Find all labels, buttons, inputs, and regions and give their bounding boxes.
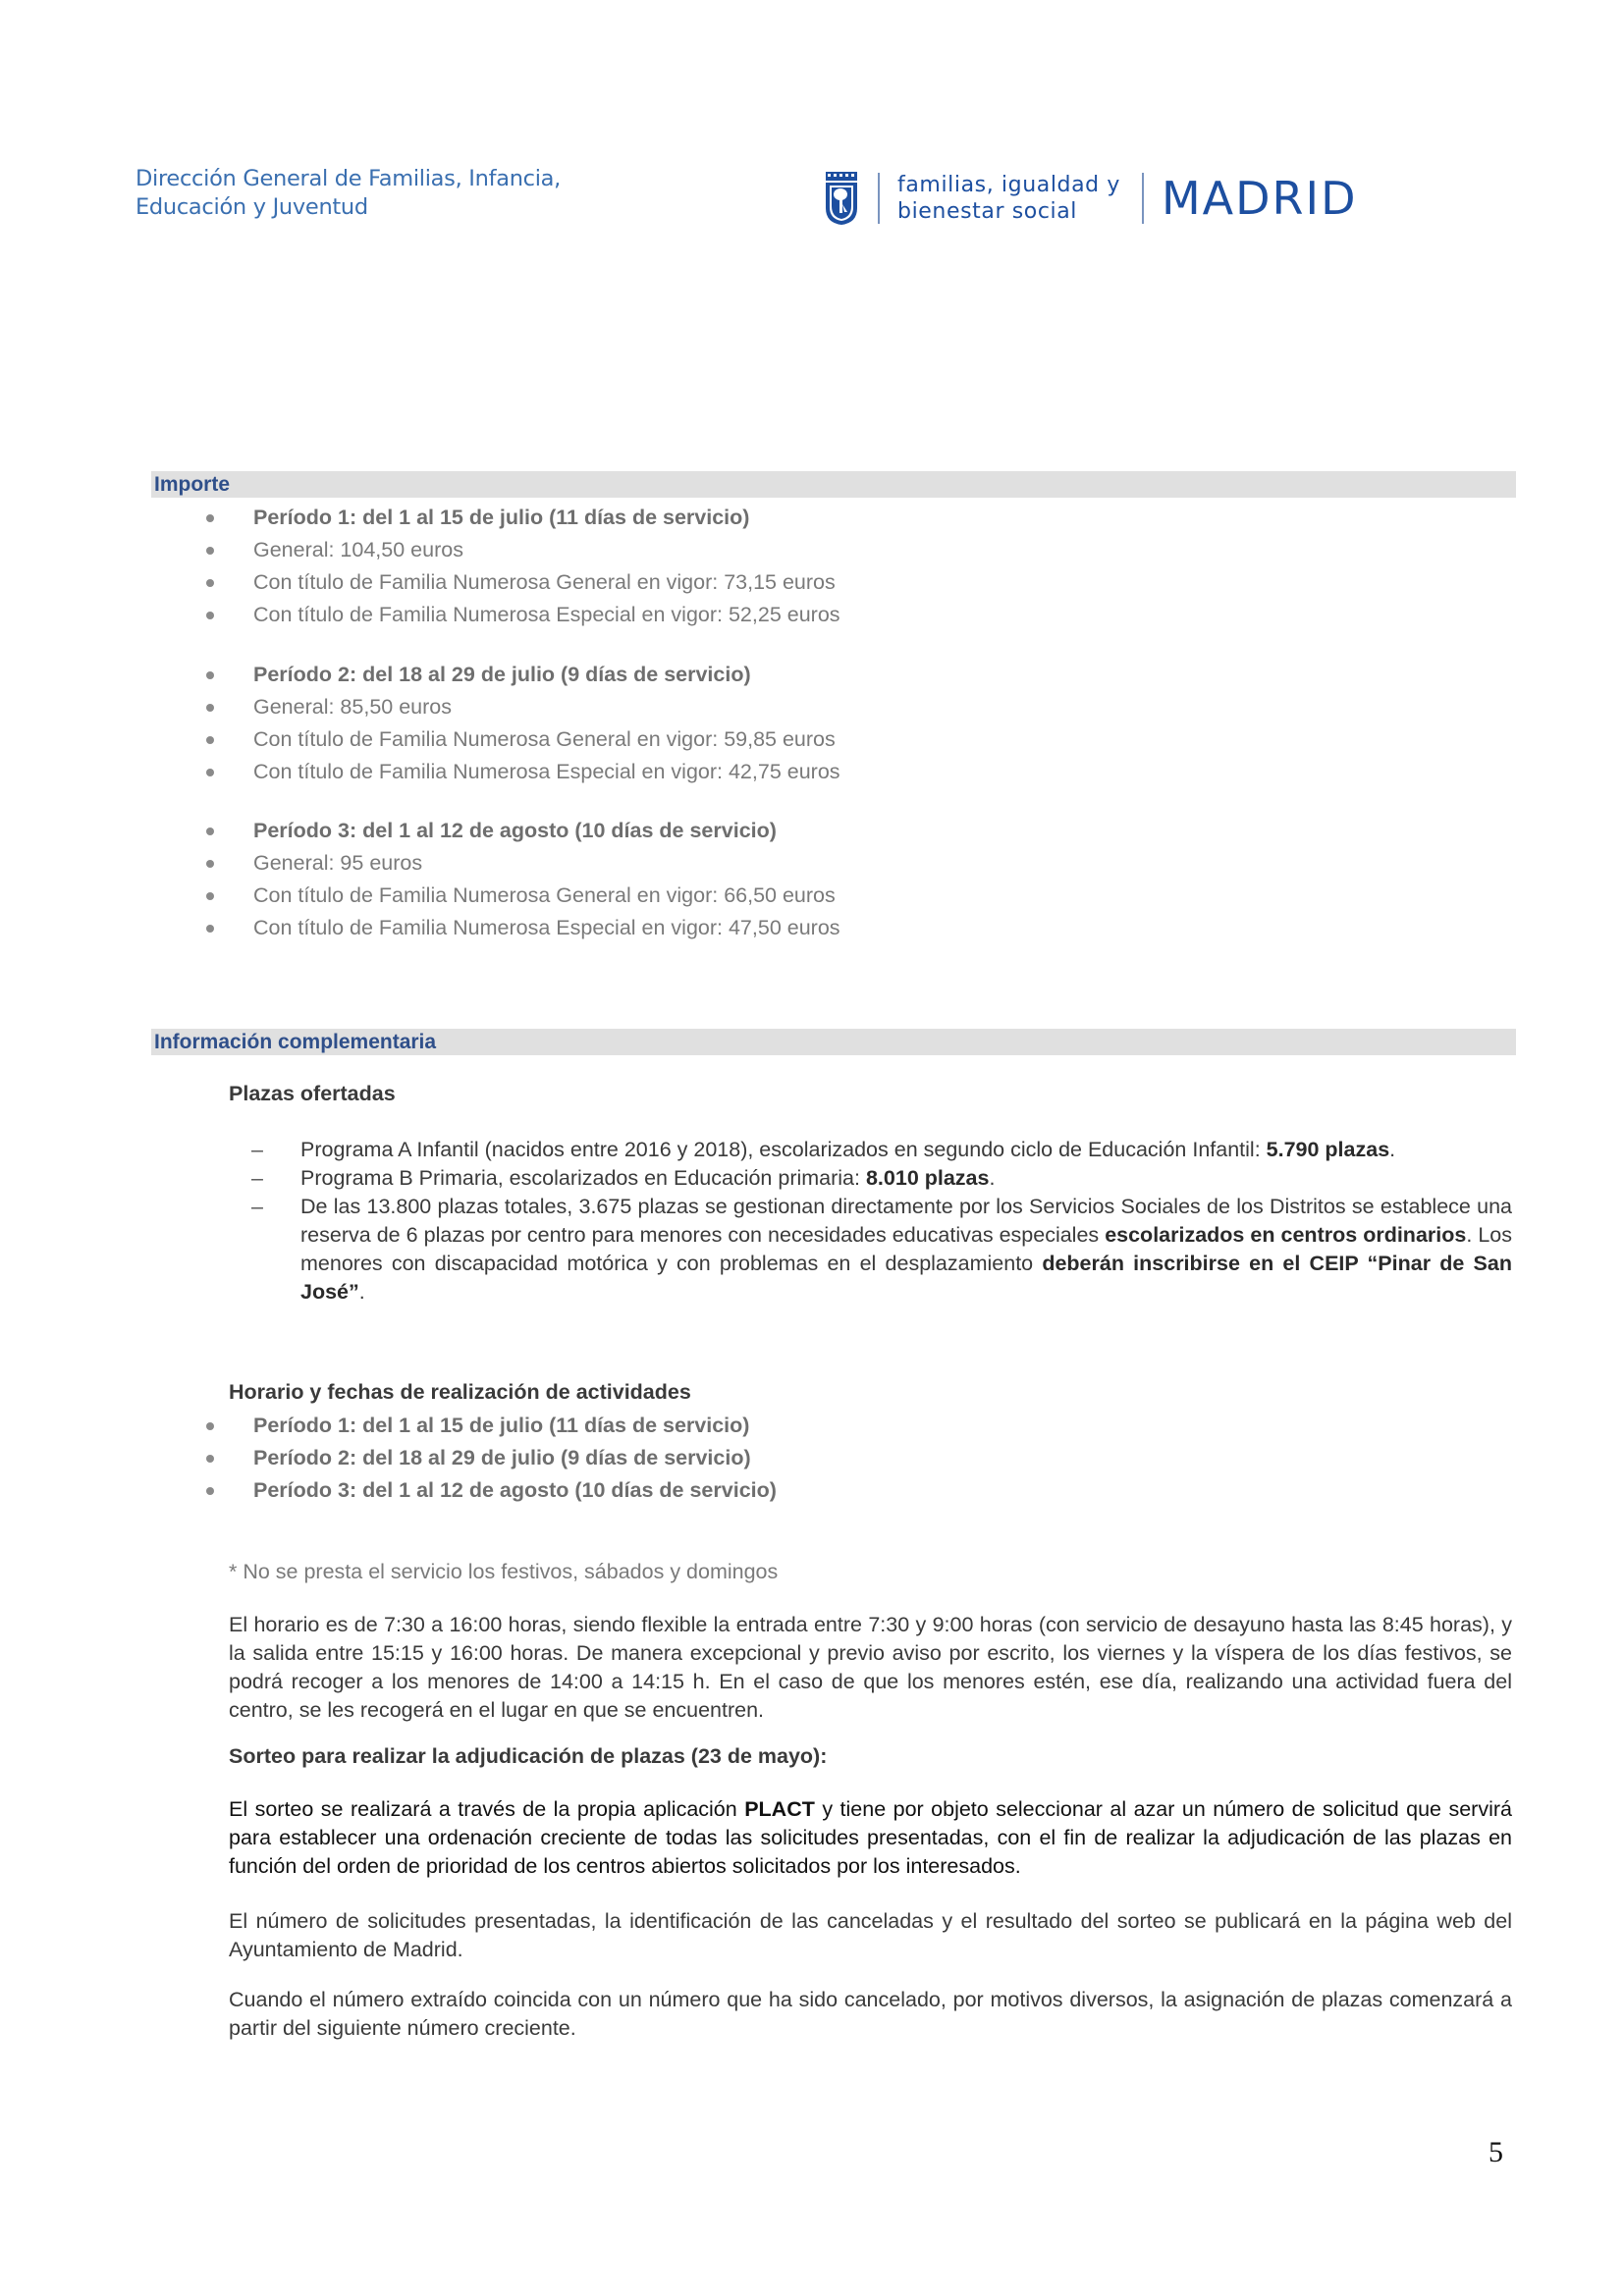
horario-paragraph: El horario es de 7:30 a 16:00 horas, siendo flexible la entrada entre 7:30 y 9:00 horas (con servicio de desayuno hasta las 8:45 horas), y la salida entre 15:15 y 16:00 horas. De manera excepcional y previo aviso por escrito, los viernes y la víspera de los días festivos, se podrá recoger a los menores de 14:00 a 14:15 h. En el caso de que los menores estén, ese día, realizando una actividad fuera del centro, se les recogerá en el lugar en que se encuentren. bbox=[229, 1613, 1512, 1722]
importe-period-2 bbox=[202, 659, 1282, 788]
divider bbox=[878, 173, 880, 224]
list-item: General: 95 euros bbox=[202, 847, 1282, 880]
madrid-logo bbox=[823, 167, 1358, 230]
section-header-importe bbox=[151, 471, 1516, 498]
importe-period-3 bbox=[202, 815, 1282, 944]
page-number: 5 bbox=[1489, 2136, 1503, 2168]
horario-title: Horario y fechas de realización de actividades bbox=[229, 1380, 691, 1404]
area-line-1: familias, igualdad y bbox=[897, 173, 1120, 197]
period-title: Período 1: del 1 al 15 de julio (11 días de servicio) bbox=[202, 502, 1282, 534]
section-title: Información complementaria bbox=[154, 1031, 437, 1053]
sorteo-paragraph-3: Cuando el número extraído coincida con un número que ha sido cancelado, por motivos diversos, la asignación de plazas comenzará a partir del siguiente número creciente. bbox=[229, 1988, 1512, 2040]
madrid-coat-of-arms-icon bbox=[823, 171, 860, 226]
plazas-list bbox=[251, 1136, 1512, 1307]
list-item: Período 3: del 1 al 12 de agosto (10 días de servicio) bbox=[202, 1474, 1282, 1507]
divider bbox=[1142, 173, 1144, 224]
list-item: General: 104,50 euros bbox=[202, 534, 1282, 566]
period-title: Período 3: del 1 al 12 de agosto (10 días de servicio) bbox=[202, 815, 1282, 847]
department-line-1: Dirección General de Familias, Infancia, bbox=[135, 166, 562, 191]
list-item: – De las 13.800 plazas totales, 3.675 plazas se gestionan directamente por los Servicios Sociales de los Distritos se establece una reserva de 6 plazas por centro para menores con necesidades educativas especiales escolarizados en centros ordinarios. Los menores con discapacidad motórica y con problemas en el desplazamiento deberán inscribirse en el CEIP “Pinar de San José”. bbox=[251, 1193, 1512, 1307]
importe-period-1 bbox=[202, 502, 1282, 631]
plazas-title: Plazas ofertadas bbox=[229, 1082, 396, 1105]
city-name: MADRID bbox=[1161, 172, 1358, 225]
sorteo-paragraph-1: El sorteo se realizará a través de la propia aplicación PLACT y tiene por objeto seleccionar al azar un número de solicitud que servirá para establecer una ordenación creciente de todas las solicitudes presentadas, con el fin de realizar la adjudicación de las plazas en función del orden de prioridad de los centros abiertos solicitados por los interesados. bbox=[229, 1797, 1512, 1878]
period-title: Período 2: del 18 al 29 de julio (9 días de servicio) bbox=[202, 659, 1282, 691]
list-item: Con título de Familia Numerosa Especial en vigor: 47,50 euros bbox=[202, 912, 1282, 944]
list-item: Con título de Familia Numerosa General en vigor: 66,50 euros bbox=[202, 880, 1282, 912]
list-item: Con título de Familia Numerosa Especial en vigor: 42,75 euros bbox=[202, 756, 1282, 788]
section-title: Importe bbox=[154, 473, 231, 496]
horario-note: * No se presta el servicio los festivos, sábados y domingos bbox=[229, 1560, 779, 1583]
list-item: Con título de Familia Numerosa Especial en vigor: 52,25 euros bbox=[202, 599, 1282, 631]
list-item: Período 1: del 1 al 15 de julio (11 días de servicio) bbox=[202, 1410, 1282, 1442]
sorteo-paragraph-2: El número de solicitudes presentadas, la identificación de las canceladas y el resultado del sorteo se publicará en la página web del Ayuntamiento de Madrid. bbox=[229, 1909, 1512, 1961]
area-name bbox=[897, 172, 1120, 225]
section-header-info bbox=[151, 1029, 1516, 1055]
department-name bbox=[135, 165, 626, 222]
sorteo-title: Sorteo para realizar la adjudicación de plazas (23 de mayo): bbox=[229, 1744, 828, 1768]
list-item: – Programa A Infantil (nacidos entre 2016 y 2018), escolarizados en segundo ciclo de Educación Infantil: 5.790 plazas. bbox=[251, 1136, 1512, 1164]
list-item: – Programa B Primaria, escolarizados en Educación primaria: 8.010 plazas. bbox=[251, 1164, 1512, 1193]
horario-periods bbox=[202, 1410, 1282, 1507]
department-line-2: Educación y Juventud bbox=[135, 194, 368, 220]
list-item: Período 2: del 18 al 29 de julio (9 días de servicio) bbox=[202, 1442, 1282, 1474]
area-line-2: bienestar social bbox=[897, 199, 1078, 224]
list-item: Con título de Familia Numerosa General en vigor: 59,85 euros bbox=[202, 723, 1282, 756]
list-item: General: 85,50 euros bbox=[202, 691, 1282, 723]
list-item: Con título de Familia Numerosa General en vigor: 73,15 euros bbox=[202, 566, 1282, 599]
